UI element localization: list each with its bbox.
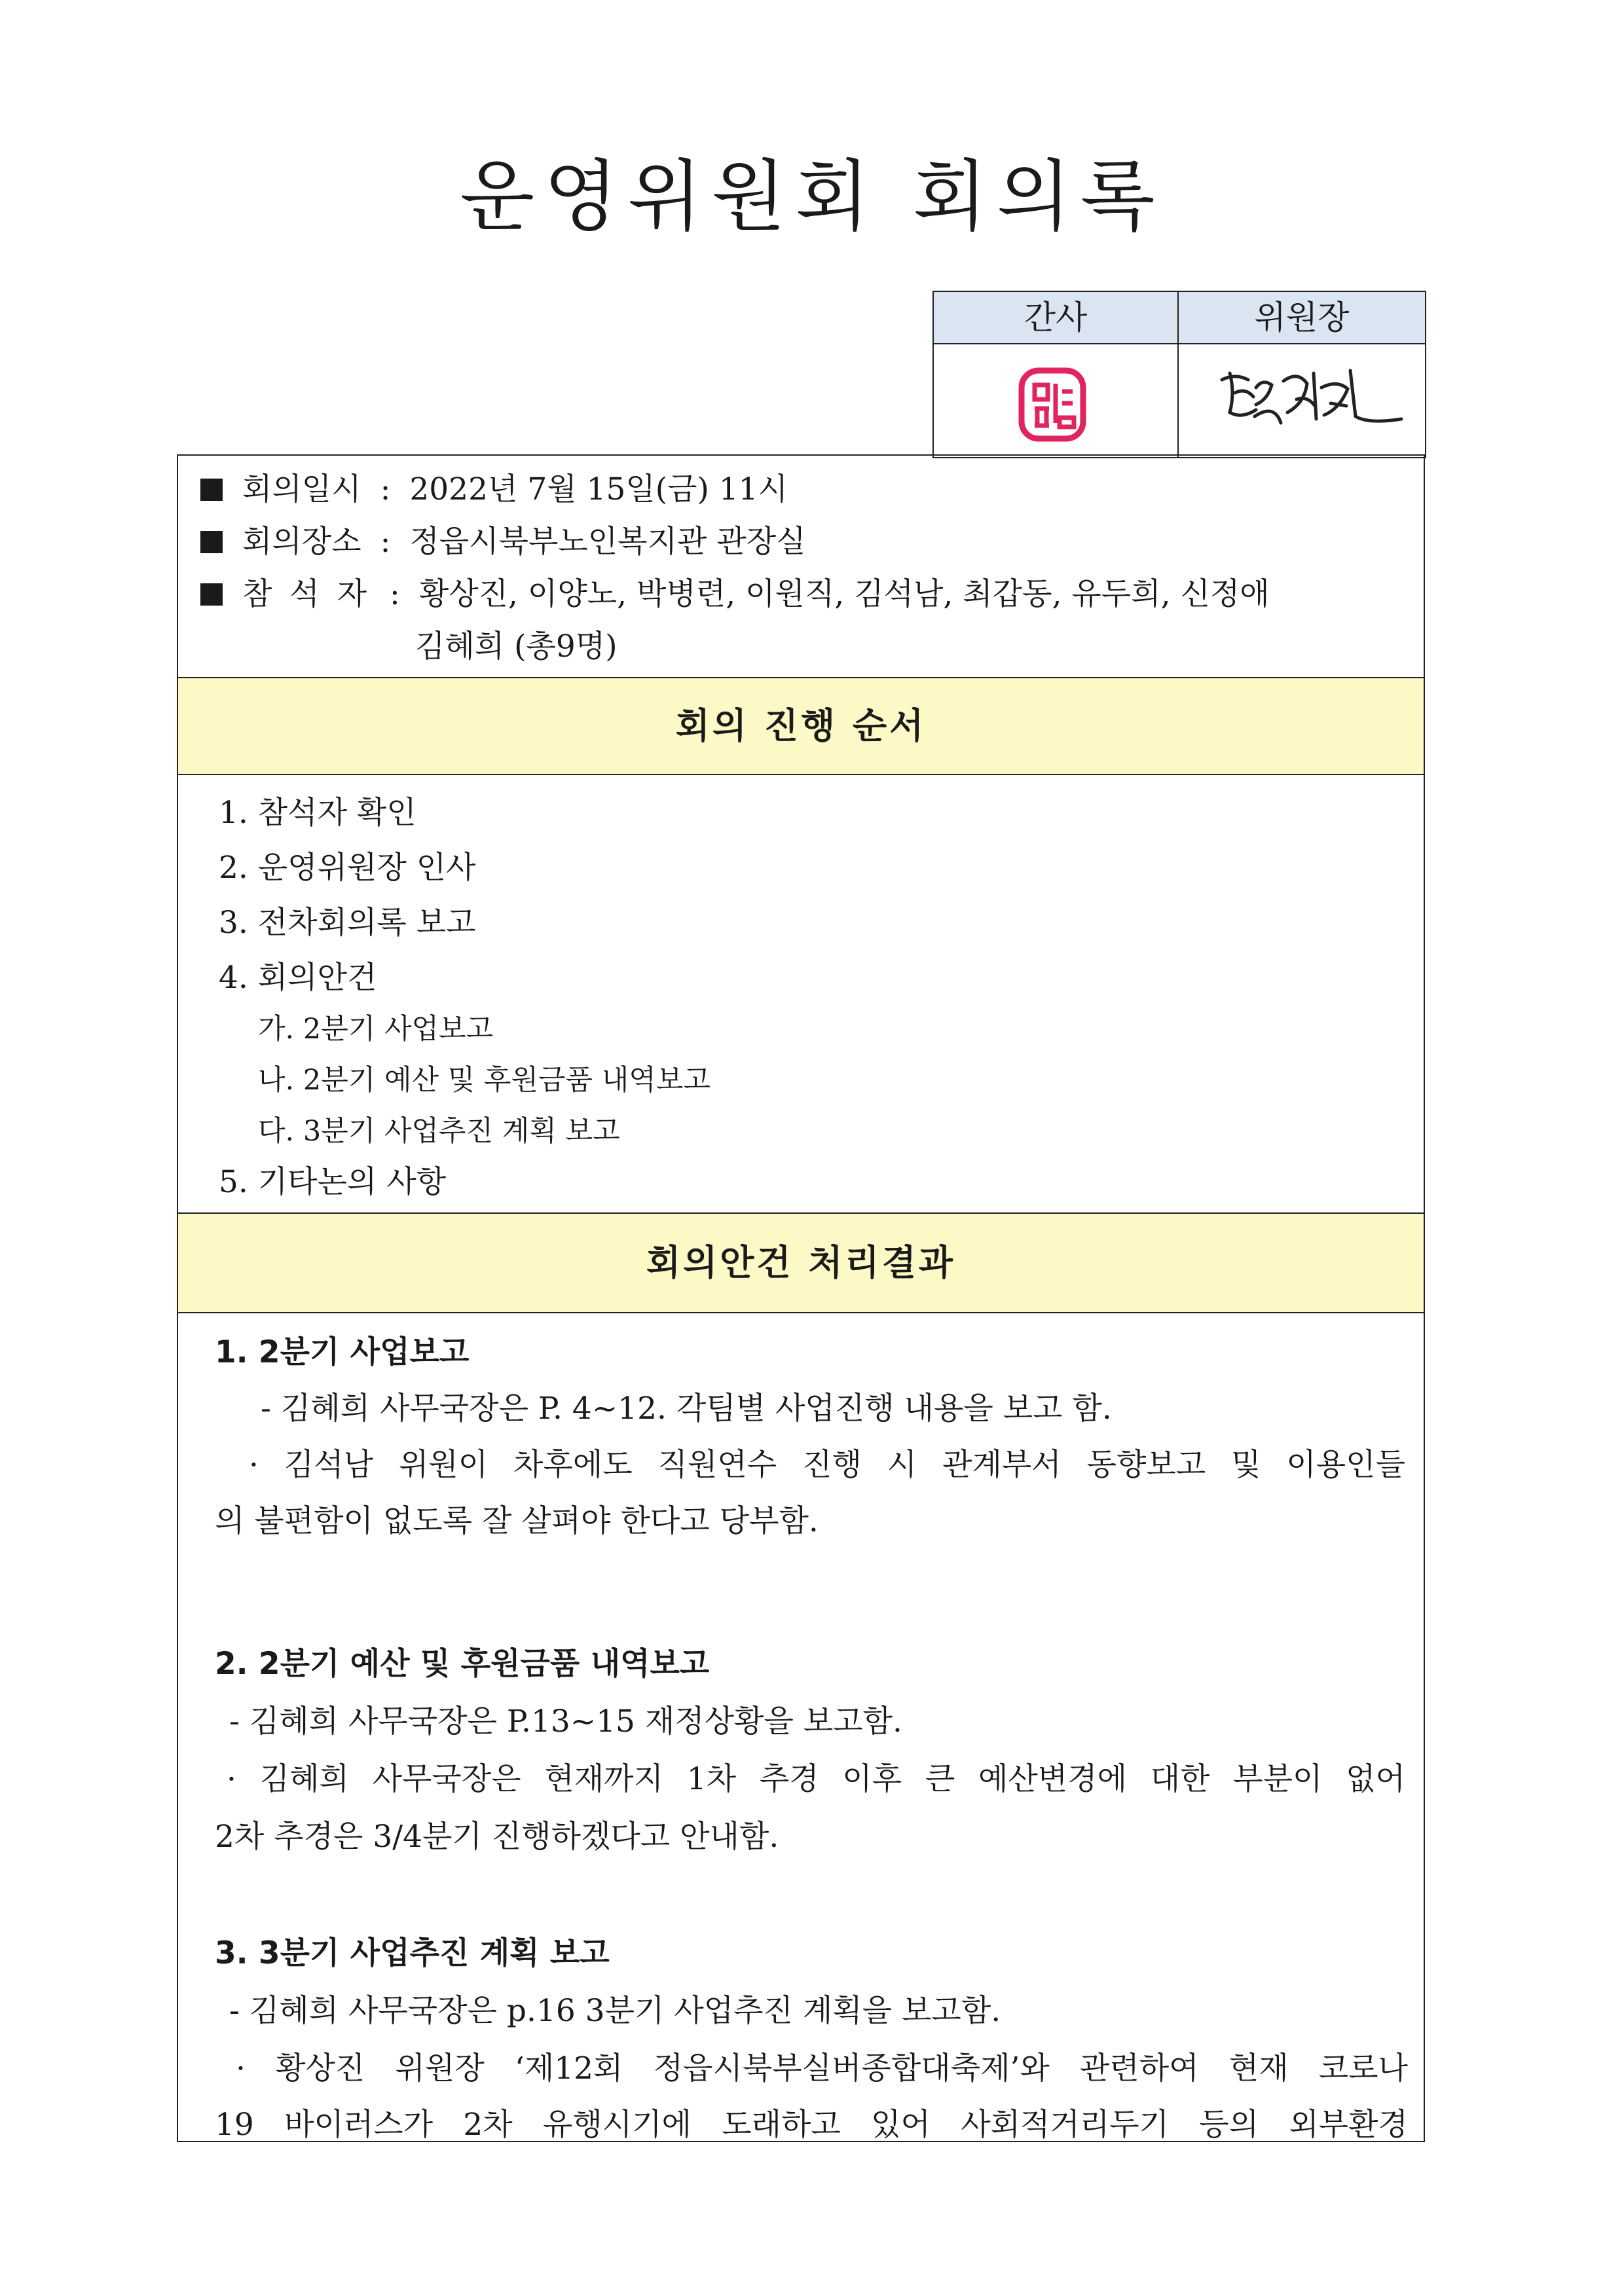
info-attendee-continued: 김혜희 (총9명) xyxy=(415,629,618,665)
info-attendee-label: 참 석 자 xyxy=(242,576,371,612)
seal-icon xyxy=(1016,365,1088,444)
result-line: 의 불편함이 없도록 잘 살펴야 한다고 당부함. xyxy=(215,1503,819,1539)
square-bullet-icon xyxy=(200,531,223,553)
info-attendee-row xyxy=(200,570,1270,613)
agenda-subitem: 가. 2분기 사업보고 xyxy=(258,1013,494,1046)
agenda-item: 1. 참석자 확인 xyxy=(219,795,416,831)
result-line: · 김석남 위원이 차후에도 직원연수 진행 시 관계부서 동향보고 및 이용인들 xyxy=(249,1447,1405,1483)
info-sep: : xyxy=(380,524,391,560)
agenda-subitem: 다. 3분기 사업추진 계획 보고 xyxy=(258,1115,620,1148)
agenda-item: 4. 회의안건 xyxy=(219,960,377,996)
square-bullet-icon xyxy=(200,583,223,606)
signature-icon xyxy=(1215,354,1405,439)
page-title: 운영위원회 회의록 xyxy=(460,151,1164,242)
info-date-row xyxy=(200,465,788,509)
agenda-subitem: 나. 2분기 예산 및 후원금품 내역보고 xyxy=(258,1064,710,1097)
result-line: - 김혜희 사무국장은 p.16 3분기 사업추진 계획을 보고함. xyxy=(229,1993,1001,2029)
info-date-label: 회의일시 xyxy=(242,471,361,507)
result-section-title: 2. 2분기 예산 및 후원금품 내역보고 xyxy=(215,1646,710,1682)
result-line: 19 바이러스가 2차 유행시기에 도래하고 있어 사회적거리두기 등의 외부환경 xyxy=(215,2107,1408,2143)
info-date-value: 2022년 7월 15일(금) 11시 xyxy=(409,471,788,507)
result-section-title: 3. 3분기 사업추진 계획 보고 xyxy=(215,1935,610,1971)
result-line: - 김혜희 사무국장은 P. 4~12. 각팀별 사업진행 내용을 보고 함. xyxy=(261,1391,1112,1427)
agenda-item: 5. 기타논의 사항 xyxy=(219,1164,447,1200)
square-bullet-icon xyxy=(200,479,223,501)
info-place-label: 회의장소 xyxy=(242,524,361,560)
agenda-item: 3. 전차회의록 보고 xyxy=(219,905,476,941)
approval-header-secretary: 간사 xyxy=(934,292,1179,344)
results-header: 회의안건 처리결과 xyxy=(178,1212,1424,1313)
result-line: 2차 추경은 3/4분기 진행하겠다고 안내함. xyxy=(215,1819,779,1855)
info-place-value: 정읍시북부노인복지관 관장실 xyxy=(409,524,806,560)
agenda-item: 2. 운영위원장 인사 xyxy=(219,850,476,886)
minutes-frame xyxy=(177,454,1425,2142)
result-line: - 김혜희 사무국장은 P.13~15 재정상황을 보고함. xyxy=(229,1704,902,1740)
info-sep: : xyxy=(380,471,391,507)
info-attendee-value: 황상진, 이양노, 박병련, 이원직, 김석남, 최갑동, 유두희, 신정애 xyxy=(418,576,1270,612)
approval-divider xyxy=(1177,343,1179,457)
approval-header-chairman: 위원장 xyxy=(1179,292,1425,344)
result-line: · 김혜희 사무국장은 현재까지 1차 추경 이후 큰 예산변경에 대한 부분이 없어 xyxy=(227,1761,1405,1797)
info-place-row xyxy=(200,517,806,561)
result-line: · 황상진 위원장 ‘제12회 정읍시북부실버종합대축제’와 관련하여 현재 코로나 xyxy=(236,2050,1408,2086)
result-section-title: 1. 2분기 사업보고 xyxy=(215,1334,470,1370)
agenda-header: 회의 진행 순서 xyxy=(178,677,1424,775)
info-sep: : xyxy=(390,576,400,612)
approval-box xyxy=(932,291,1426,458)
